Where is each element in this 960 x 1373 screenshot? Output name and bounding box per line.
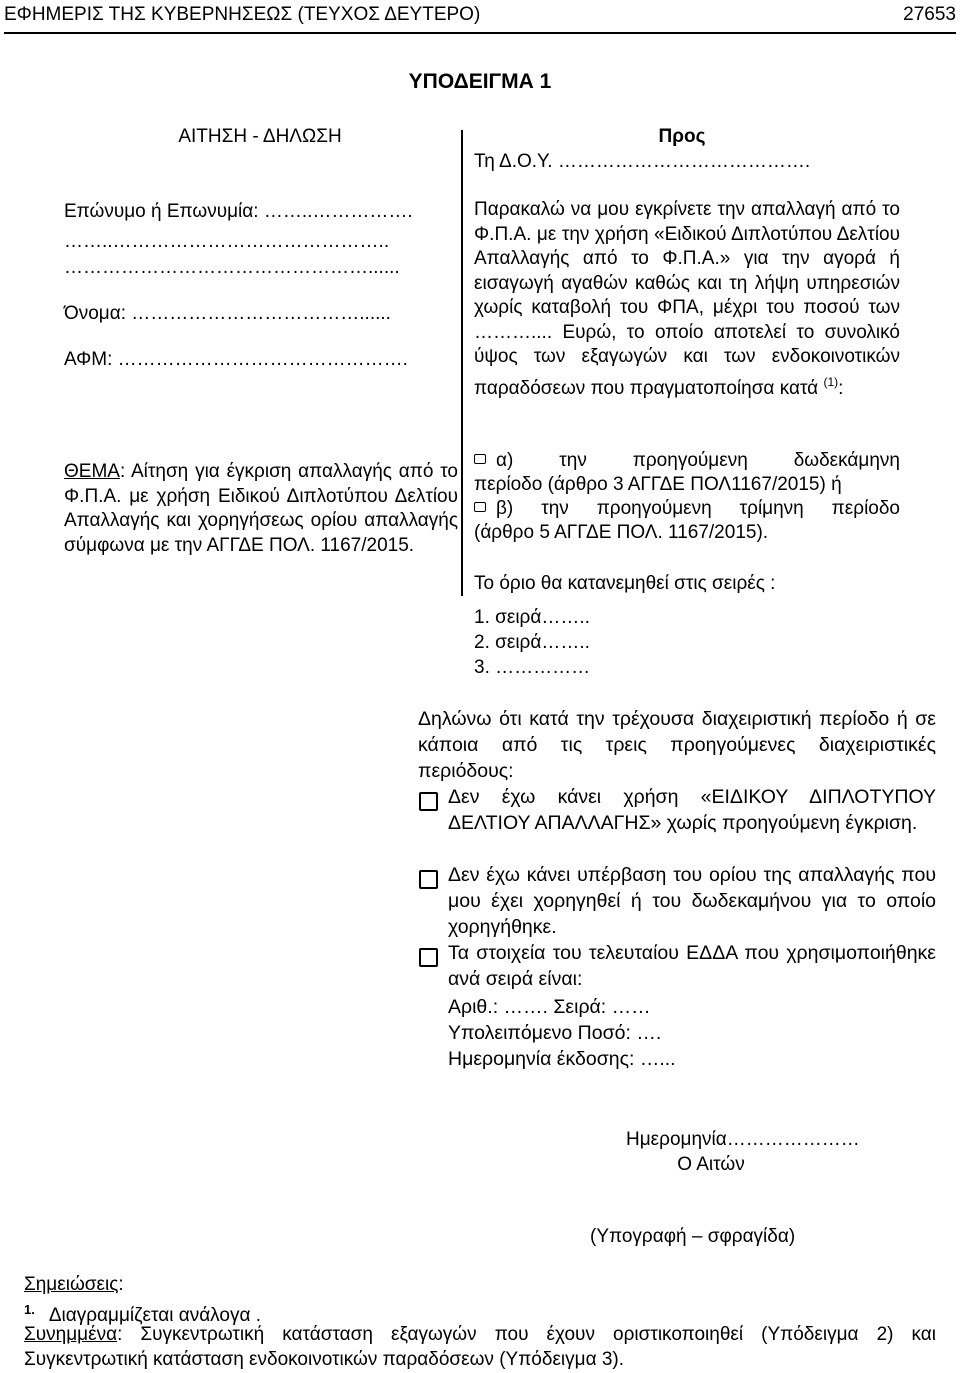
footnote-number: 1.	[24, 1302, 35, 1317]
subject-text: : Αίτηση για έγκριση απαλλαγής από το Φ.Π.Α. με χρήση Ειδικού Διπλοτύπου Δελτίου Απαλλαγής και χορηγήσεως ορίου απαλλαγής σύμφωνα με την ΑΓΓΔΕ ΠΟΛ. 1167/2015.	[64, 461, 458, 556]
declaration-item-3: Τα στοιχεία του τελευταίου ΕΔΔΑ που χρησιμοποιήθηκε ανά σειρά είναι:	[448, 942, 936, 990]
recipient-field: Τη Δ.Ο.Υ. ………………………………….	[474, 151, 811, 172]
pros-title: Προς	[658, 126, 706, 147]
request-colon: :	[838, 377, 844, 399]
signature-date: Ημερομηνία…………………	[626, 1129, 860, 1150]
attachments-text: : Συγκεντρωτική κατάσταση εξαγωγών που έχουν οριστικοποιηθεί (Υπόδειγμα 2) και Συγκεντρωτική κατάσταση ενδοκοινοτικών παραδόσεων (Υπόδειγμα 3).	[24, 1324, 936, 1370]
surname-field-line3: …………………………………………......	[64, 257, 400, 278]
checkbox-icon[interactable]	[474, 502, 486, 512]
gazette-title: ΕΦΗΜΕΡΙΣ ΤΗΣ ΚΥΒΕΡΝΗΣΕΩΣ (ΤΕΥΧΟΣ ΔΕΥΤΕΡΟ)	[4, 4, 481, 25]
checkbox-icon[interactable]	[419, 792, 438, 811]
series-1: 1. σειρά……..	[474, 607, 590, 628]
application-title: ΑΙΤΗΣΗ - ΔΗΛΩΣΗ	[178, 126, 342, 147]
surname-field-line2: ……..……………………………………..	[64, 231, 390, 252]
option-b[interactable]	[474, 497, 900, 521]
option-b-line2: (άρθρο 5 ΑΓΓΔΕ ΠΟΛ. 1167/2015).	[474, 522, 769, 543]
column-divider	[461, 130, 463, 596]
notes-heading	[24, 1273, 124, 1297]
model-title: ΥΠΟΔΕΙΓΜΑ 1	[408, 70, 552, 93]
distribution-title: Το όριο θα κατανεμηθεί στις σειρές :	[474, 573, 776, 594]
edda-number-series: Αριθ.: ……. Σειρά: ……	[448, 996, 651, 1018]
applicant-label: Ο Αιτών	[677, 1154, 745, 1175]
footnote-ref: (1)	[823, 374, 839, 389]
page-number: 27653	[903, 4, 956, 25]
request-paragraph	[474, 198, 900, 401]
checkbox-icon[interactable]	[419, 870, 438, 889]
checkbox-icon[interactable]	[474, 454, 486, 464]
series-3: 3. ……………	[474, 657, 591, 678]
signature-label: (Υπογραφή – σφραγίδα)	[590, 1226, 796, 1247]
declaration-item-1: Δεν έχω κάνει χρήση «ΕΙΔΙΚΟΥ ΔΙΠΛΟΤΥΠΟΥ ΔΕΛΤΙΟΥ ΑΠΑΛΛΑΓΗΣ» χωρίς προηγούμενη έγκριση.	[448, 786, 936, 834]
option-a-line2: περίοδο (άρθρο 3 ΑΓΓΔΕ ΠΟΛ1167/2015) ή	[474, 474, 842, 495]
attachments-paragraph	[24, 1323, 936, 1372]
surname-field: Επώνυμο ή Επωνυμία: ……..…………….	[64, 201, 413, 222]
series-2: 2. σειρά……..	[474, 632, 590, 653]
option-a-line1: α) την προηγούμενη δωδεκάμηνη	[496, 450, 900, 471]
declaration-intro: Δηλώνω ότι κατά την τρέχουσα διαχειριστική περίοδο ή σε κάποια από τις τρεις προηγούμενες διαχειριστικές περιόδους:	[418, 708, 936, 782]
attachments-label: Συνημμένα	[24, 1324, 118, 1345]
notes-colon: :	[118, 1274, 124, 1295]
footnote-text: Διαγραμμίζεται ανάλογα .	[48, 1305, 262, 1326]
name-field: Όνομα: ………………………………......	[64, 303, 391, 324]
subject-label: ΘΕΜΑ	[64, 461, 120, 482]
afm-field: ΑΦΜ: ……………………………………….	[64, 349, 408, 370]
request-text: Παρακαλώ να μου εγκρίνετε την απαλλαγή από το Φ.Π.Α. με την χρήση «Ειδικού Διπλοτύπου Δελτίου Απαλλαγής από το Φ.Π.Α.» για την αγορά ή εισαγωγή αγαθών καθώς και τη λήψη υπηρεσιών χωρίς καταβολή του ΦΠΑ, μέχρι του ποσού των ……….... Ευρώ, το οποίο αποτελεί το συνολικό ύψος των εξαγωγών και των ενδοκοινοτικών παραδόσεων που πραγματοποίησα κατά	[474, 199, 900, 399]
notes-label: Σημειώσεις	[24, 1274, 119, 1295]
declaration-item-2: Δεν έχω κάνει υπέρβαση του ορίου της απαλλαγής που μου έχει χορηγηθεί ή του δωδεκαμήνου για το οποίο χορηγήθηκε.	[448, 864, 936, 938]
edda-remaining-amount: Υπολειπόμενο Ποσό: ….	[448, 1022, 662, 1044]
subject-paragraph	[64, 460, 458, 558]
edda-issue-date: Ημερομηνία έκδοσης: …...	[448, 1048, 676, 1070]
option-a[interactable]	[474, 449, 900, 473]
checkbox-icon[interactable]	[419, 948, 438, 967]
header-divider	[4, 32, 956, 34]
option-b-line1: β) την προηγούμενη τρίμηνη περίοδο	[496, 498, 900, 519]
